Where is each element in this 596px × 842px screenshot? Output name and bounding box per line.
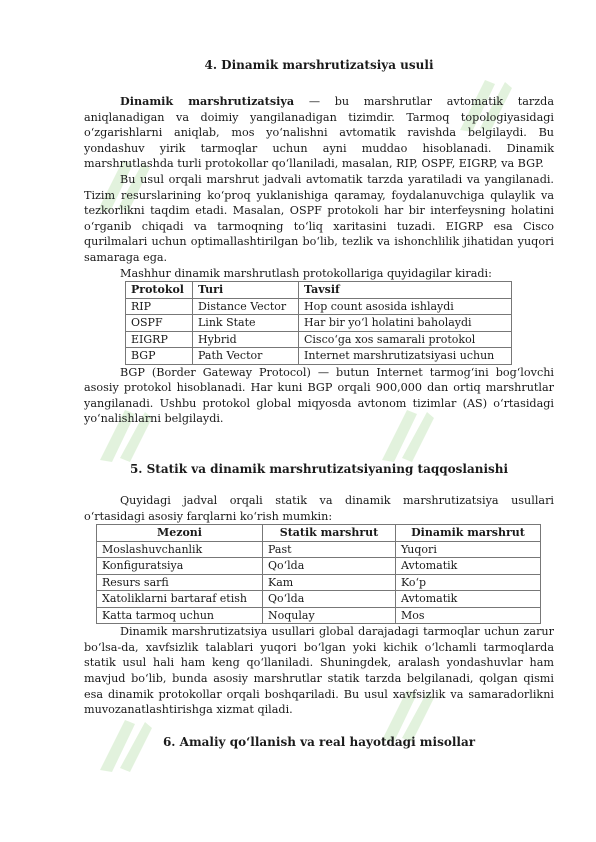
section-4-paragraph-1-text: — bu marshrutlar avtomatik tarzda aniqlanadigan va doimiy yangilanadigan tizimdir. Tarmoq topologiyasidagi o‘zgarishlarni aniqlab, mos yo‘nalishni avtomatik ravishda belgilaydi. Bu yondashuv yirik tarmoqlar uchun ayni muddao hisoblanadi. Dinamik marshrutlashda turli protokollar qo‘llaniladi, masalan, RIP, OSPF, EIGRP, va BGP.	[84, 95, 554, 171]
table-header-row	[97, 525, 541, 542]
table-cell: Avtomatik	[396, 558, 541, 575]
table-cell: Resurs sarfi	[97, 574, 263, 591]
table-header-cell: Protokol	[126, 282, 193, 299]
table-cell: Konfiguratsiya	[97, 558, 263, 575]
table-cell: EIGRP	[126, 331, 193, 348]
table-cell: BGP	[126, 348, 193, 365]
table-header-cell: Mezoni	[97, 525, 263, 542]
table-cell: Noqulay	[263, 607, 396, 624]
section-5-paragraph-1: Quyidagi jadval orqali statik va dinamik marshrutizatsiya usullari o‘rtasidagi asosiy farqlarni ko‘rish mumkin:	[84, 494, 554, 523]
protocols-table	[125, 281, 512, 365]
table-cell: OSPF	[126, 315, 193, 332]
table-cell: Yuqori	[396, 541, 541, 558]
table-cell: Cisco‘ga xos samarali protokol	[299, 331, 512, 348]
section-4-lead-term: Dinamik marshrutizatsiya	[120, 94, 295, 108]
table-cell: Ko‘p	[396, 574, 541, 591]
table-cell: Har bir yo‘l holatini baholaydi	[299, 315, 512, 332]
table-cell: Qo‘lda	[263, 558, 396, 575]
table-cell: Katta tarmoq uchun	[97, 607, 263, 624]
section-6-title: 6. Amaliy qo‘llanish va real hayotdagi misollar	[162, 734, 476, 749]
table-cell: Hop count asosida ishlaydi	[299, 298, 512, 315]
section-4-paragraph-2: Bu usul orqali marshrut jadvali avtomatik tarzda yaratiladi va yangilanadi. Tizim resurslarining ko‘proq yuklanishiga qaramay, foydalanuvchiga qulaylik va tezkorlikni taqdim etadi. Masalan, OSPF protokoli har bir interfeysning holatini o‘rganib chiqadi va tarmoqning to‘liq xaritasini tuzadi. EIGRP esa Cisco qurilmalari uchun optimallashtirilgan bo‘lib, tezlik va ishonchlilik jihatidan yuqori samaraga ega.	[84, 172, 554, 264]
table-cell: Hybrid	[193, 331, 299, 348]
table-row	[126, 298, 512, 315]
table-cell: Distance Vector	[193, 298, 299, 315]
table-row	[97, 574, 541, 591]
section-4-paragraph-3: Mashhur dinamik marshrutlash protokollariga quyidagilar kiradi:	[120, 266, 492, 280]
table-row	[126, 331, 512, 348]
document-page	[84, 52, 554, 750]
table-cell: Past	[263, 541, 396, 558]
table-cell: Link State	[193, 315, 299, 332]
table-cell: Kam	[263, 574, 396, 591]
section-5-title: 5. Statik va dinamik marshrutizatsiyaning taqqoslanishi	[129, 462, 509, 476]
table-row	[97, 591, 541, 608]
section-4-paragraph-1	[84, 94, 554, 172]
table-header-cell: Turi	[193, 282, 299, 299]
table-header-cell: Statik marshrut	[263, 525, 396, 542]
table-row	[126, 348, 512, 365]
table-cell: Mos	[396, 607, 541, 624]
table-header-cell: Tavsif	[299, 282, 512, 299]
table-header-cell: Dinamik marshrut	[396, 525, 541, 542]
table-cell: RIP	[126, 298, 193, 315]
table-row	[97, 607, 541, 624]
table-cell: Path Vector	[193, 348, 299, 365]
table-header-row	[126, 282, 512, 299]
table-row	[97, 541, 541, 558]
table-cell: Qo‘lda	[263, 591, 396, 608]
table-cell: Moslashuvchanlik	[97, 541, 263, 558]
table-row	[97, 558, 541, 575]
table-cell: Xatoliklarni bartaraf etish	[97, 591, 263, 608]
comparison-table	[96, 524, 541, 624]
table-row	[126, 315, 512, 332]
section-5-paragraph-2: Dinamik marshrutizatsiya usullari global darajadagi tarmoqlar uchun zarur bo‘lsa-da, xavfsizlik talablari yuqori bo‘lgan yoki kichik o‘lchamli tarmoqlarda statik usul hali ham keng qo‘llaniladi. Shuningdek, aralash yondashuvlar ham mavjud bo‘lib, bunda asosiy marshrutlar statik tarzda belgilanadi, qolgan qismi esa dinamik protokollar orqali boshqariladi. Bu usul xavfsizlik va samaradorlikni muvozanatlashtirishga xizmat qiladi.	[84, 625, 554, 717]
section-4-title: 4. Dinamik marshrutizatsiya usuli	[204, 58, 434, 72]
table-cell: Avtomatik	[396, 591, 541, 608]
section-4-paragraph-4: BGP (Border Gateway Protocol) — butun Internet tarmog‘ini bog‘lovchi asosiy protokol hisoblanadi. Har kuni BGP orqali 900,000 dan ortiq marshrutlar yangilanadi. Ushbu protokol global miqyosda avtonom tizimlar (AS) o‘rtasidagi yo‘nalishlarni belgilaydi.	[84, 365, 554, 426]
table-cell: Internet marshrutizatsiyasi uchun	[299, 348, 512, 365]
